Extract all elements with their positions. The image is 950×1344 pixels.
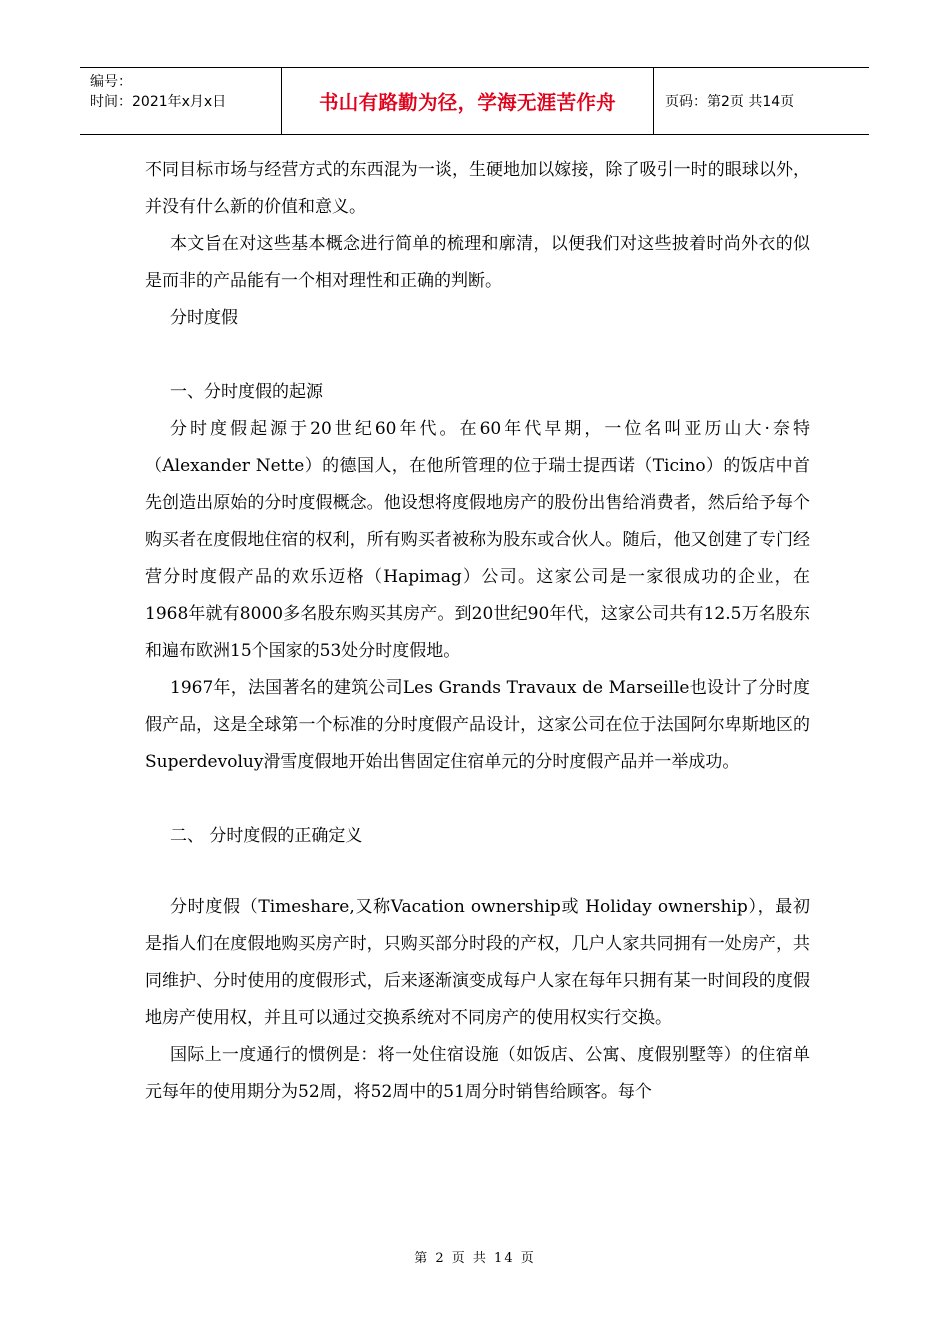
page-header	[80, 67, 869, 135]
page-footer: 第 2 页 共 14 页	[414, 1251, 536, 1266]
document-number-label: 编号：	[90, 74, 132, 90]
blank-line	[145, 337, 810, 374]
section-label: 分时度假	[170, 308, 238, 328]
blank-line	[145, 781, 810, 818]
paragraph-origin: 分时度假起源于20世纪60年代。在60年代早期，一位名叫亚历山大·奈特（Alexander Nette）的德国人，在他所管理的位于瑞士提西诺（Ticino）的饭店中首先创造出原始的分时度假概念。他设想将度假地房产的股份出售给消费者，然后给予每个购买者在度假地住宿的权利，所有购买者被称为股东或合伙人。随后，他又创建了专门经营分时度假产品的欢乐迈格（Hapimag）公司。这家公司是一家很成功的企业，在1968年就有8000多名股东购买其房产。到20世纪90年代，这家公司共有12.5万名股东和遍布欧洲15个国家的53处分时度假地。	[145, 419, 810, 661]
document-body	[145, 152, 810, 1111]
paragraph-definition: 分时度假（Timeshare,又称Vacation ownership或 Holiday ownership），最初是指人们在度假地购买房产时，只购买部分时段的产权，几户人家共同拥有一处房产，共同维护、分时使用的度假形式，后来逐渐演变成每户人家在每年只拥有某一时间段的度假地房产使用权，并且可以通过交换系统对不同房产的使用权实行交换。	[145, 897, 810, 1028]
header-page-number: 页码：第2页 共14页	[665, 94, 795, 110]
paragraph-1967: 1967年，法国著名的建筑公司Les Grands Travaux de Marseille也设计了分时度假产品，这是全球第一个标准的分时度假产品设计，这家公司在位于法国阿尔卑斯地区的Superdevoluy滑雪度假地开始出售固定住宿单元的分时度假产品并一举成功。	[145, 678, 810, 772]
header-motto: 书山有路勤为径，学海无涯苦作舟	[282, 68, 654, 134]
heading-origin: 一、分时度假的起源	[170, 382, 323, 402]
blank-line	[145, 855, 810, 889]
paragraph-purpose: 本文旨在对这些基本概念进行简单的梳理和廓清，以便我们对这些披着时尚外衣的似是而非的产品能有一个相对理性和正确的判断。	[145, 234, 810, 291]
heading-definition: 二、 分时度假的正确定义	[170, 826, 363, 846]
header-meta-cell	[80, 68, 282, 134]
document-date-label: 时间：2021年x月x日	[90, 94, 227, 110]
paragraph-convention: 国际上一度通行的惯例是：将一处住宿设施（如饭店、公寓、度假别墅等）的住宿单元每年的使用期分为52周，将52周中的51周分时销售给顾客。每个	[145, 1045, 810, 1102]
paragraph-continuation: 不同目标市场与经营方式的东西混为一谈，生硬地加以嫁接，除了吸引一时的眼球以外，并没有什么新的价值和意义。	[145, 160, 810, 217]
